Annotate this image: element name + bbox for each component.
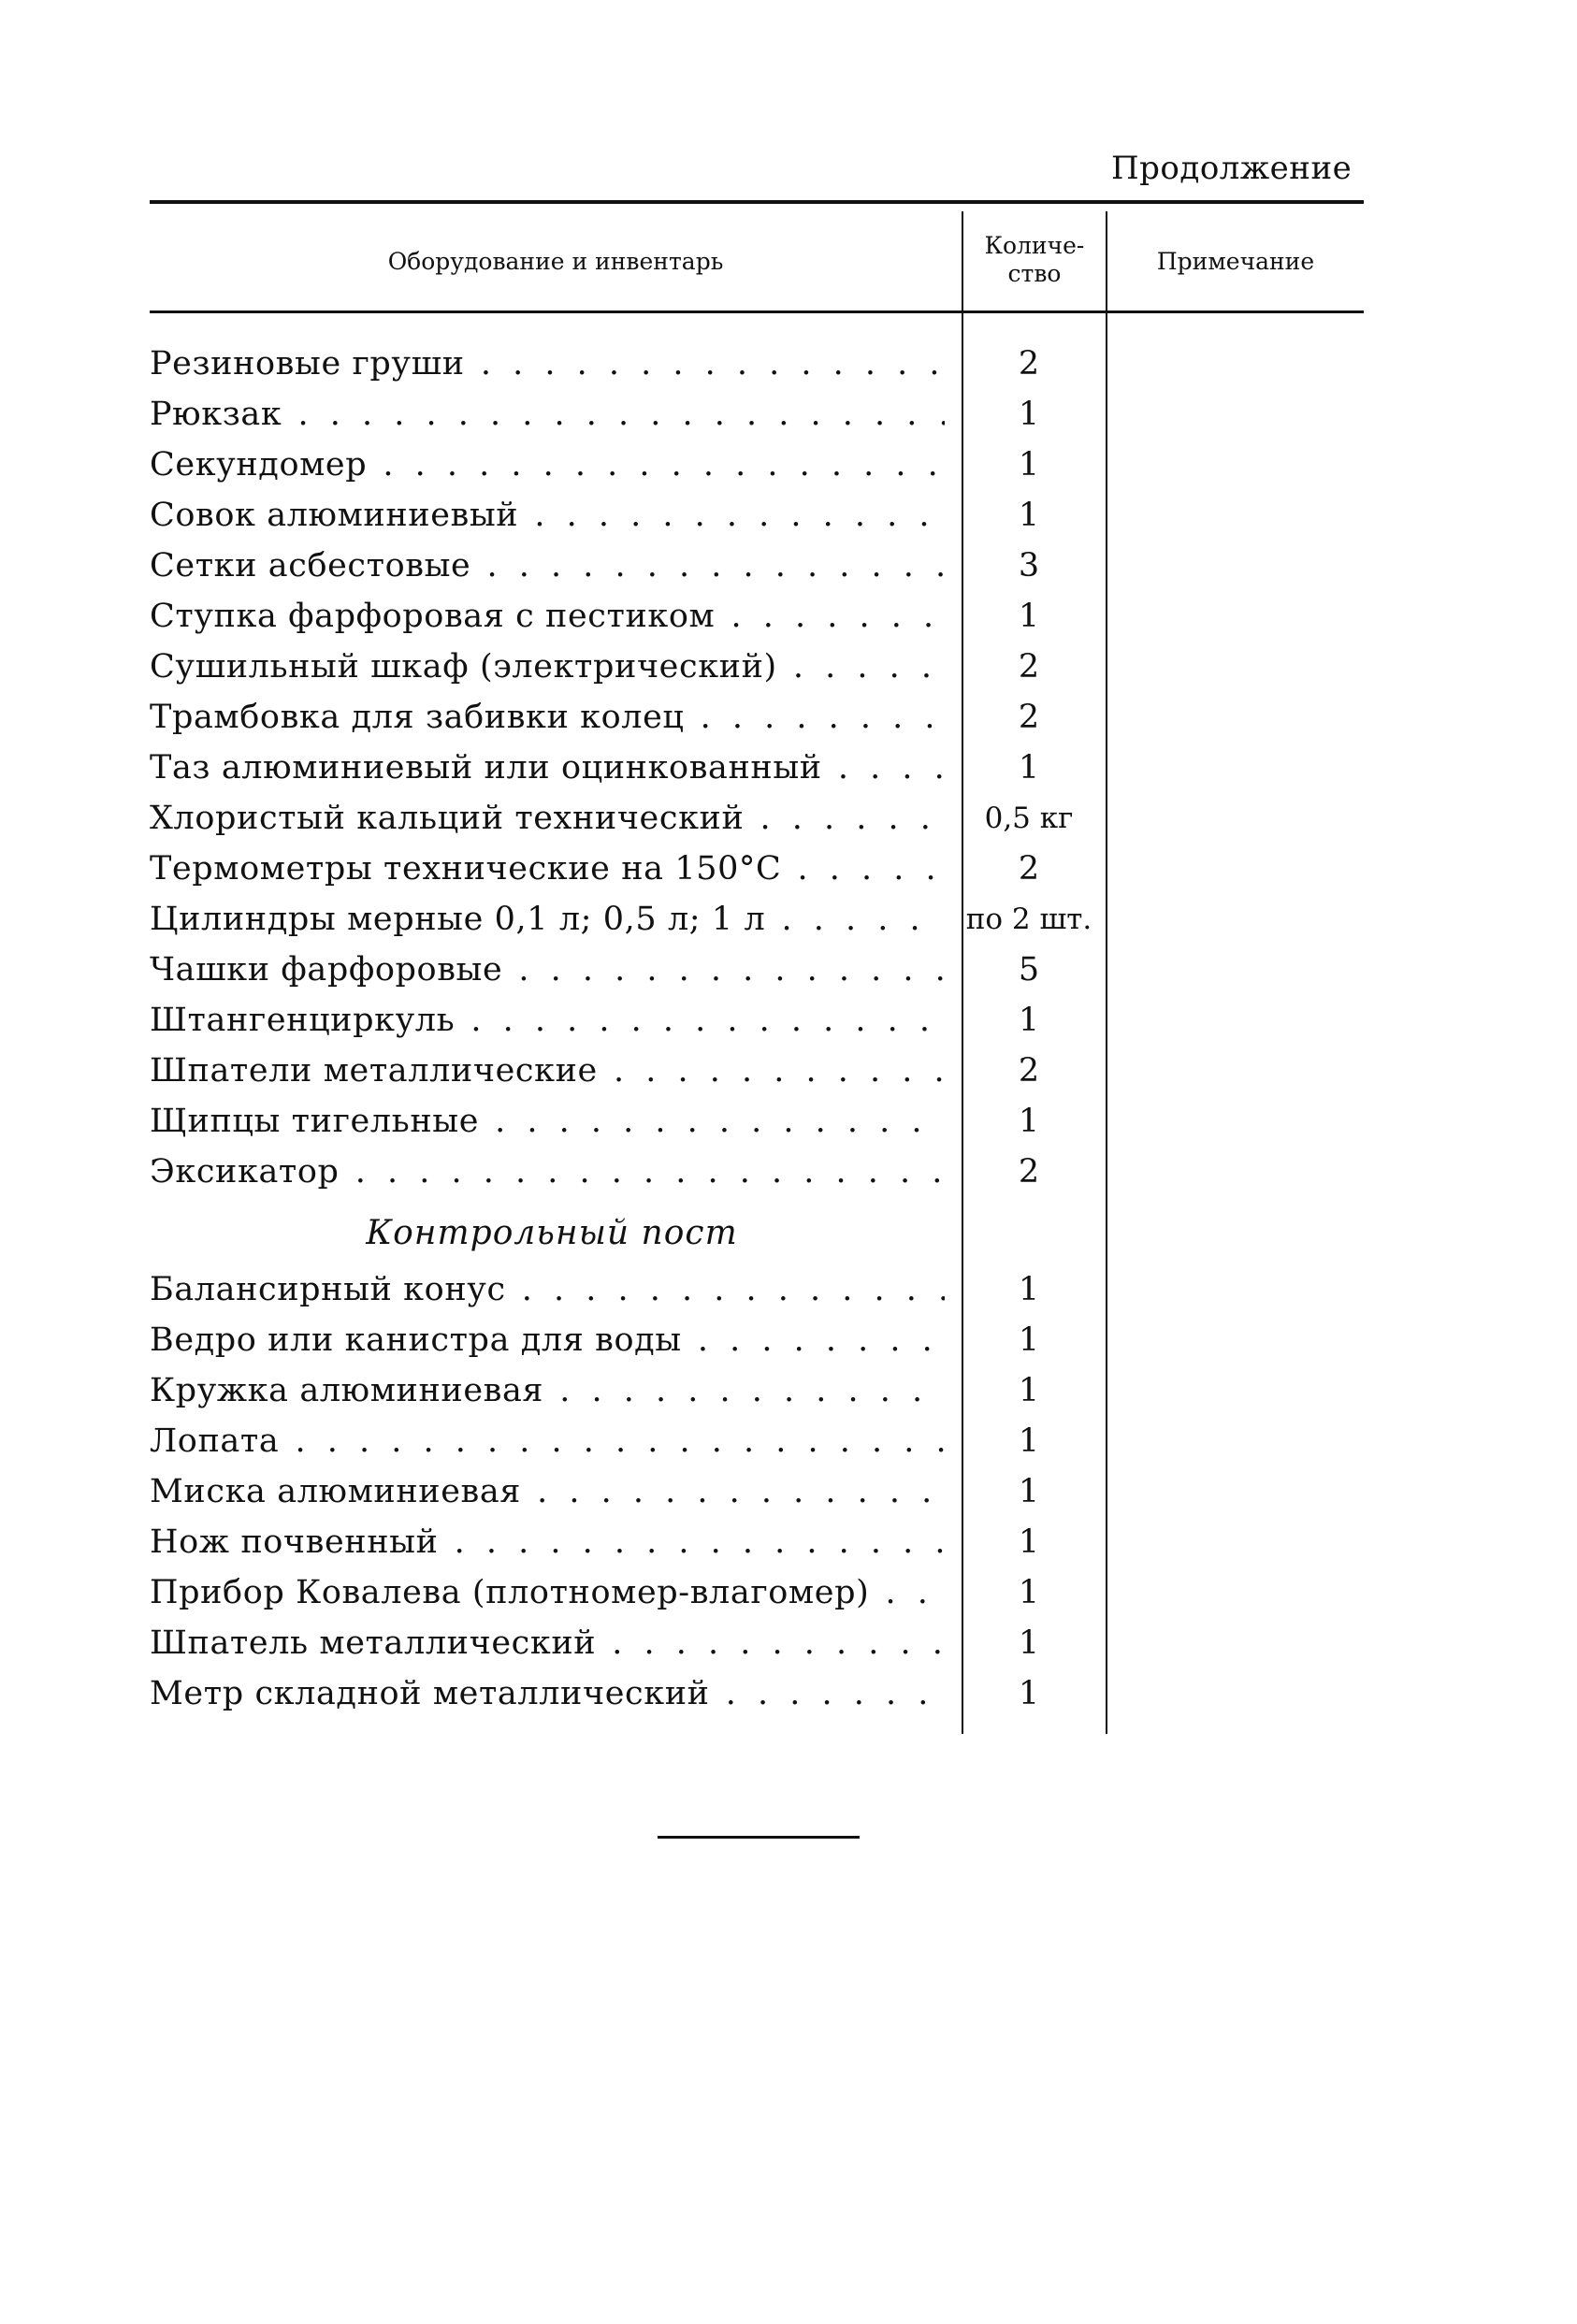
item-quantity: 2 (1018, 345, 1040, 383)
item-name: Чашки фарфоровые . . . (150, 945, 945, 995)
table-row (150, 1466, 1104, 1517)
item-quantity: по 2 шт. (965, 902, 1092, 936)
item-quantity: 1 (1018, 749, 1040, 787)
item-quantity: 2 (1018, 1052, 1040, 1090)
end-of-section-rule (658, 1836, 860, 1839)
item-quantity: 1 (1018, 1103, 1040, 1140)
header-equipment: Оборудование и инвентарь (387, 248, 724, 275)
item-quantity: 1 (1018, 396, 1040, 433)
item-name: Шпатели металлические . . . (150, 1046, 945, 1096)
item-quantity: 1 (1018, 1675, 1040, 1712)
table-row (150, 945, 1104, 995)
item-name: Хлористый кальций технический . . . (150, 793, 945, 844)
item-name: Цилиндры мерные 0,1 л; 0,5 л; 1 л . . . (150, 894, 945, 945)
item-name: Резиновые груши . . . (150, 339, 945, 389)
item-quantity: 1 (1018, 1002, 1040, 1039)
item-name: Рюкзак . . . (150, 389, 945, 440)
item-quantity: 2 (1018, 699, 1040, 736)
table-top-rule (150, 200, 1364, 204)
item-name: Термометры технические на 150°С . . . (150, 844, 945, 894)
item-name: Миска алюминиевая . . . (150, 1466, 945, 1517)
item-quantity: 1 (1018, 1422, 1040, 1460)
item-name: Лопата . . . (150, 1416, 945, 1466)
table-row (150, 541, 1104, 591)
item-name: Нож почвенный . . . (150, 1517, 945, 1567)
table-row (150, 692, 1104, 743)
table-row (150, 1147, 1104, 1197)
table-row (150, 642, 1104, 692)
item-name: Ступка фарфоровая с пестиком . . . (150, 591, 945, 642)
item-quantity: 1 (1018, 1523, 1040, 1561)
continuation-label: Продолжение (1111, 150, 1353, 187)
item-quantity: 1 (1018, 1473, 1040, 1510)
item-name: Кружка алюминиевая . . . (150, 1365, 945, 1416)
item-name: Балансирный конус . . . (150, 1264, 945, 1315)
table-row (150, 1096, 1104, 1147)
header-quantity (963, 232, 1106, 288)
table-row (150, 389, 1104, 440)
item-quantity: 1 (1018, 1372, 1040, 1409)
item-quantity: 1 (1018, 1574, 1040, 1611)
item-quantity: 1 (1018, 1271, 1040, 1308)
item-name: Прибор Ковалева (плотномер-влагомер) . . . (150, 1567, 945, 1618)
item-name: Штангенциркуль . . . (150, 995, 945, 1046)
item-quantity: 1 (1018, 598, 1040, 635)
item-name: Ведро или канистра для воды . . . (150, 1315, 945, 1365)
table-row (150, 1416, 1104, 1466)
item-name: Секундомер . . . (150, 440, 945, 490)
item-quantity: 5 (1018, 951, 1040, 989)
table-row (150, 1517, 1104, 1567)
item-quantity: 2 (1018, 648, 1040, 686)
item-name: Шпатель металлический . . . (150, 1618, 945, 1668)
table-row (150, 743, 1104, 793)
table-row (150, 1046, 1104, 1096)
item-quantity: 3 (1018, 547, 1040, 585)
table-row (150, 440, 1104, 490)
table-row (150, 1315, 1104, 1365)
item-quantity: 1 (1018, 446, 1040, 484)
item-name: Сушильный шкаф (электрический) . . . (150, 642, 945, 692)
item-name: Сетки асбестовые . . . (150, 541, 945, 591)
table-row (150, 490, 1104, 541)
item-quantity: 2 (1018, 850, 1040, 888)
header-note: Примечание (1156, 248, 1315, 275)
table-header-bottom-rule (150, 310, 1364, 313)
item-quantity: 0,5 кг (984, 801, 1074, 835)
item-quantity: 1 (1018, 1321, 1040, 1359)
section-title: Контрольный пост (366, 1214, 738, 1252)
table-row (150, 894, 1104, 945)
item-name: Таз алюминиевый или оцинкованный . . . (150, 743, 945, 793)
table-row (150, 1365, 1104, 1416)
item-name: Совок алюминиевый . . . (150, 490, 945, 541)
item-quantity: 1 (1018, 497, 1040, 534)
table-row (150, 339, 1104, 389)
item-name: Щипцы тигельные . . . (150, 1096, 945, 1147)
table-row (150, 1668, 1104, 1719)
item-name: Метр складной металлический . . . (150, 1668, 945, 1719)
header-quantity-line2: ство (1007, 260, 1062, 287)
item-name: Эксикатор . . . (150, 1147, 945, 1197)
item-quantity: 2 (1018, 1153, 1040, 1191)
item-name: Трамбовка для забивки колец . . . (150, 692, 945, 743)
table-row (150, 844, 1104, 894)
item-quantity: 1 (1018, 1624, 1040, 1662)
table-row (150, 1618, 1104, 1668)
table-row (150, 591, 1104, 642)
table-row (150, 793, 1104, 844)
table-row (150, 995, 1104, 1046)
column-separator-note (1106, 211, 1107, 1734)
header-quantity-line1: Количе- (984, 232, 1085, 259)
table-row (150, 1567, 1104, 1618)
table-row (150, 1264, 1104, 1315)
